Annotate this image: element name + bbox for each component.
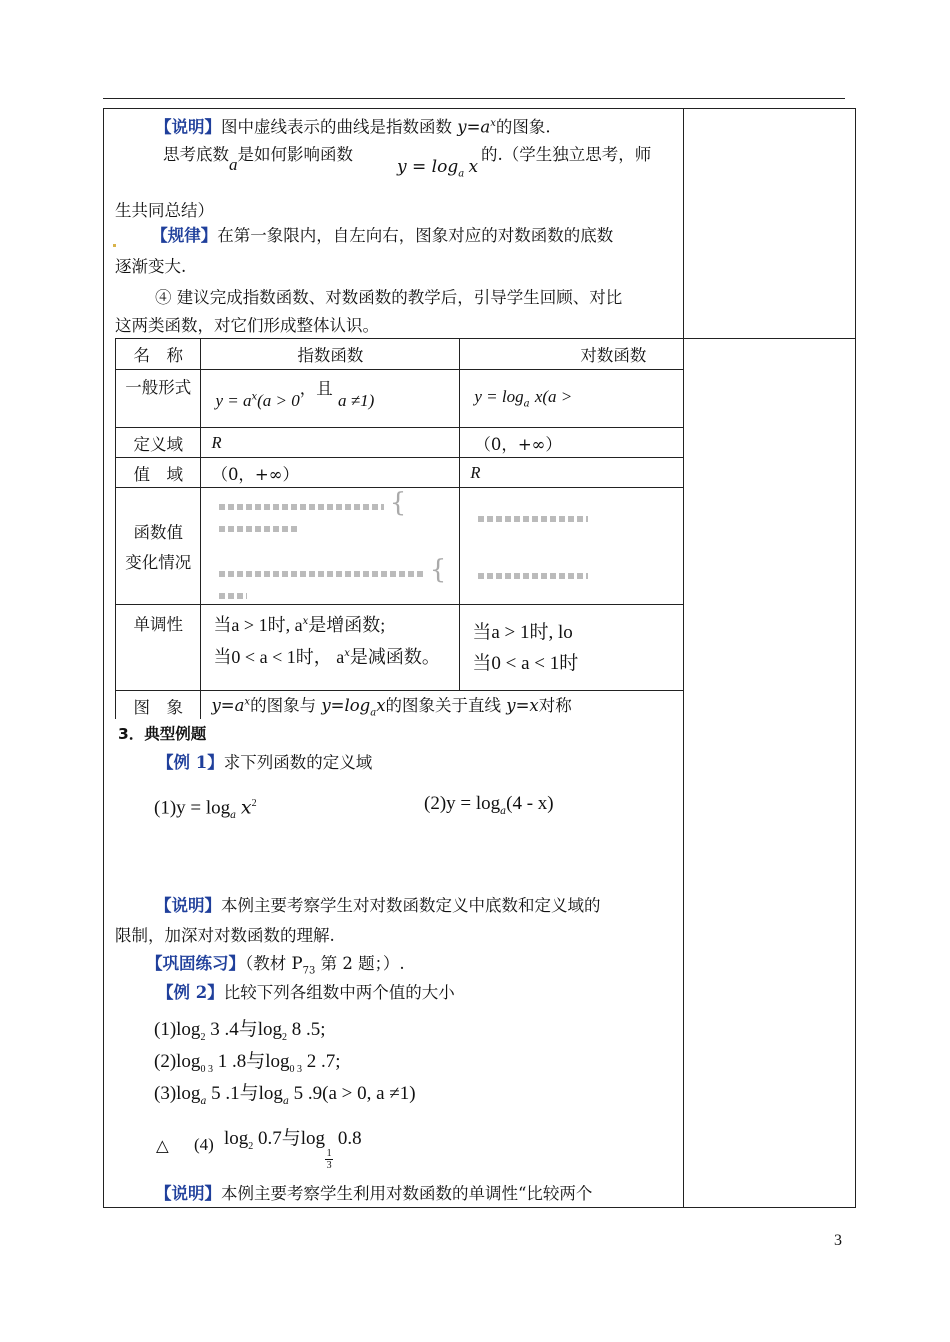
example2-q2 xyxy=(154,1051,341,1081)
note-text: 图中虚线表示的曲线是指数函数 xyxy=(221,117,452,137)
exp-mono-b-b: 是减函数。 xyxy=(349,647,440,667)
exp-mono-a-b: 是增函数; xyxy=(308,615,386,635)
exp-general-sup: x xyxy=(251,391,258,402)
ex2-q4-a: log xyxy=(224,1128,249,1149)
rule-text: 在第一象限内，自左向右，图象对应的对数函数的底数 xyxy=(217,226,614,245)
example2-tag: 【例 2】 xyxy=(157,983,224,1002)
change-label-a: 函数值 xyxy=(133,523,183,542)
row-label-graph: 图 象 xyxy=(116,691,201,720)
table-header-row xyxy=(116,339,684,370)
note3-line xyxy=(155,1183,592,1205)
exp-mono-a-sup: x xyxy=(302,616,309,627)
rule-line xyxy=(113,225,613,247)
exp-mono-b-sup: x xyxy=(344,648,350,659)
comparison-table xyxy=(115,338,684,719)
log-mono-a: 当a > 1时, lo xyxy=(472,622,573,643)
frac-num: 1 xyxy=(326,1148,332,1159)
graph-sup: x xyxy=(244,696,251,708)
example1-q1 xyxy=(154,793,257,827)
exp-mono-a: 当a > 1时, a xyxy=(213,615,303,635)
row-label-general: 一般形式 xyxy=(116,370,201,428)
header-name: 名 称 xyxy=(116,339,201,370)
table-row-general xyxy=(116,370,684,428)
header-rule xyxy=(103,98,845,99)
header-exp: 指数函数 xyxy=(201,339,460,370)
note-fn-sup: x xyxy=(490,118,496,129)
ex1-q1-sub: a xyxy=(230,810,237,822)
think-fn-x: x xyxy=(468,157,479,177)
change-label-b: 变化情况 xyxy=(125,553,192,572)
table-row-range xyxy=(116,458,684,488)
log-general-sub: a xyxy=(523,398,530,410)
note2-tag: 【说明】 xyxy=(155,896,221,915)
think-fn-main: y = log xyxy=(397,157,459,177)
ex1-q1-b: x xyxy=(240,796,252,819)
example1-line xyxy=(157,752,372,774)
practice-tag: 【巩固练习】 xyxy=(146,954,245,973)
log-mono xyxy=(460,605,684,691)
graph-c: y=log xyxy=(321,696,371,716)
example2-text: 比较下列各组数中两个值的大小 xyxy=(223,983,455,1002)
graph-g: 对称 xyxy=(538,696,572,716)
exp-change-blurred: { { xyxy=(201,488,460,605)
row-label-range: 值 域 xyxy=(116,458,201,488)
practice-sub: 73 xyxy=(302,965,316,977)
example2-line xyxy=(157,982,455,1004)
ex2-q2-c: 2 .7; xyxy=(301,1051,341,1072)
ex2-q2-b: 1 .8与log xyxy=(212,1051,290,1072)
exp-mono-b: 当0 < a < 1时， a xyxy=(213,647,345,667)
graph-cell xyxy=(201,691,684,720)
marker-dot xyxy=(113,244,116,247)
exp-general-a: y = a xyxy=(215,390,252,410)
ex2-q2-a: (2)log xyxy=(154,1051,201,1072)
log-general-a: y = log xyxy=(474,387,524,407)
page-number: 3 xyxy=(834,1232,842,1249)
ex2-q3-c: 5 .9(a > 0, a ≠1) xyxy=(288,1083,416,1104)
note2-line xyxy=(155,895,601,917)
log-general-b: x(a > xyxy=(534,387,573,407)
think-text-b: 是如何影响函数 xyxy=(237,145,353,164)
table-row-change xyxy=(116,488,684,605)
think-fn xyxy=(397,156,478,185)
example2-q1 xyxy=(154,1019,326,1049)
blurred-formula xyxy=(219,571,424,577)
ex1-q1-sup: 2 xyxy=(251,798,257,809)
ex2-q4-sub: 2 xyxy=(248,1140,254,1152)
note2-text: 本例主要考察学生对对数函数定义中底数和定义域的 xyxy=(221,896,601,915)
practice-line xyxy=(146,953,405,982)
think-text-d: 生共同总结） xyxy=(115,201,214,220)
exp-general-c: ，且 xyxy=(299,378,333,398)
note-text-b: 的图象. xyxy=(495,117,551,137)
p4-text: ④ 建议完成指数函数、对数函数的教学后，引导学生回顾、对比 xyxy=(155,288,623,307)
graph-b: 的图象与 xyxy=(250,696,317,716)
ex2-q4-b: 0.7与log xyxy=(253,1128,326,1149)
ex1-q2-b: (4 - x) xyxy=(506,793,554,814)
log-mono-b: 当0 < a < 1时 xyxy=(472,653,579,674)
ex2-q4-num: (4) xyxy=(194,1135,214,1154)
ex1-q1-a: (1)y = log xyxy=(154,797,231,819)
note3-text: 本例主要考察学生利用对数函数的单调性“比较两个 xyxy=(221,1184,593,1203)
graph-a: y=a xyxy=(211,696,245,716)
header-overflow-line xyxy=(684,338,855,370)
ex1-q2-a: (2)y = log xyxy=(424,793,501,814)
think-text-c: 的.（学生独立思考，师 xyxy=(481,145,652,164)
note3-tag: 【说明】 xyxy=(155,1184,221,1203)
practice-text: （教材 P xyxy=(245,954,303,973)
row-label-change xyxy=(116,488,201,605)
log-range: R xyxy=(460,458,684,488)
blurred-formula xyxy=(219,504,384,510)
example1-q2 xyxy=(424,793,554,823)
graph-f: y=x xyxy=(506,696,539,716)
frac-den: 3 xyxy=(326,1160,332,1171)
graph-sub: a xyxy=(370,707,377,719)
comparison-table-clip xyxy=(115,338,684,719)
think-text: 思考底数 xyxy=(163,145,229,164)
ex2-q2-sub: 0 3 xyxy=(200,1063,213,1075)
rule-tag: 【规律】 xyxy=(151,226,218,245)
cell-exp-general xyxy=(201,370,460,428)
exp-range: （0，+∞） xyxy=(201,458,460,488)
ex2-q3-a: (3)log xyxy=(154,1083,201,1104)
header-log: 对数函数 xyxy=(460,339,684,370)
ex2-q1-sub2: 2 xyxy=(281,1031,287,1043)
ex2-q1-c: 8 .5; xyxy=(286,1019,326,1040)
ex2-q4-frac xyxy=(325,1148,333,1171)
think-fn-sub: a xyxy=(458,168,465,180)
section-title: 3．典型例题 xyxy=(118,725,207,743)
ex2-q3-sub: a xyxy=(200,1095,207,1107)
note2-text-b: 限制，加深对对数函数的理解. xyxy=(115,926,335,945)
example1-tag: 【例 1】 xyxy=(157,753,224,772)
example2-q3 xyxy=(154,1083,416,1113)
ex2-q1-sub: 2 xyxy=(200,1031,206,1043)
table-row-graph xyxy=(116,691,684,720)
row-label-domain: 定义域 xyxy=(116,428,201,458)
ex2-q3-sub2: a xyxy=(282,1095,289,1107)
note-line xyxy=(155,113,551,139)
p4-text-b: 这两类函数，对它们形成整体认识。 xyxy=(115,316,379,335)
ex2-q3-b: 5 .1与log xyxy=(206,1083,283,1104)
example1-text: 求下列函数的定义域 xyxy=(223,753,373,772)
ex1-q2-sub: a xyxy=(500,805,507,817)
row-label-mono: 单调性 xyxy=(116,605,201,691)
think-line xyxy=(163,144,353,174)
ex2-q2-sub2: 0 3 xyxy=(289,1063,302,1075)
graph-d: x xyxy=(376,696,386,716)
exp-general-b: (a > 0 xyxy=(257,390,300,410)
ex2-q1-b: 3 .4与log xyxy=(205,1019,282,1040)
blurred-formula xyxy=(478,516,588,522)
cell-log-general xyxy=(460,370,684,428)
triangle-marker: △ xyxy=(156,1136,169,1155)
rule-text-b: 逐渐变大. xyxy=(115,257,187,276)
exp-mono xyxy=(201,605,460,691)
log-change-blurred xyxy=(460,488,684,605)
log-domain: （0，+∞） xyxy=(460,428,684,458)
blurred-formula xyxy=(478,573,588,579)
graph-e: 的图象关于直线 xyxy=(385,696,502,716)
ex2-q4-c: 0.8 xyxy=(333,1128,362,1149)
ex2-q1-a: (1)log xyxy=(154,1019,201,1040)
exp-general-d: a ≠1) xyxy=(338,390,375,410)
blurred-formula xyxy=(219,593,247,599)
think-var: a xyxy=(229,155,238,174)
example2-q4 xyxy=(224,1128,362,1171)
practice-text-b: 第 2 题；）. xyxy=(315,954,405,973)
table-row-mono xyxy=(116,605,684,691)
exp-domain: R xyxy=(201,428,460,458)
note-tag: 【说明】 xyxy=(155,117,221,137)
table-row-domain xyxy=(116,428,684,458)
blurred-formula xyxy=(219,526,299,532)
note-fn: y=a xyxy=(457,117,491,137)
